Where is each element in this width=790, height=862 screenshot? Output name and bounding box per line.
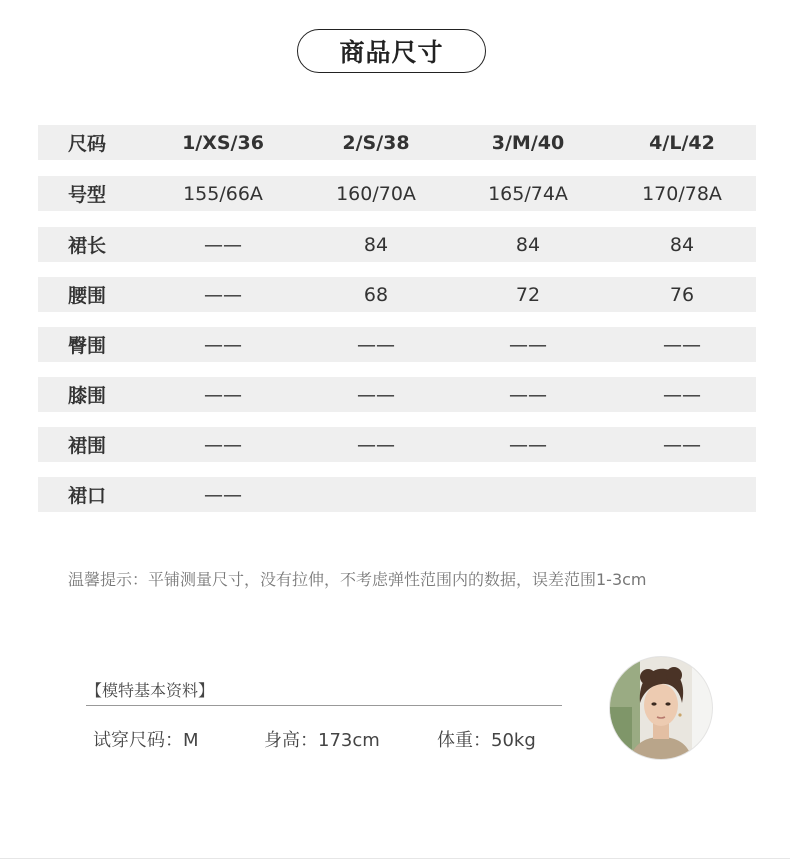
- table-cell: ——: [509, 333, 547, 356]
- table-cell: 72: [515, 283, 541, 306]
- row-label: 裙长: [68, 235, 107, 257]
- table-cell: [326, 477, 426, 512]
- table-row: [38, 227, 756, 262]
- table-cell: ——: [509, 383, 547, 406]
- table-row: [38, 176, 756, 211]
- model-info-heading: 【模特基本资料】: [86, 681, 215, 700]
- header-cell-size-3: 3/M/40: [491, 131, 565, 154]
- table-cell: 84: [669, 233, 695, 256]
- header-cell-size-2: 2/S/38: [342, 131, 410, 154]
- table-cell: ——: [509, 433, 547, 456]
- table-cell: ——: [204, 433, 242, 456]
- table-cell: ——: [357, 333, 395, 356]
- table-row: [38, 277, 756, 312]
- model-portrait-icon: [610, 657, 712, 759]
- table-cell: ——: [204, 233, 242, 256]
- header-cell-size: 尺码: [68, 133, 107, 155]
- table-row: [38, 477, 756, 512]
- table-cell: 84: [363, 233, 389, 256]
- table-cell: 84: [515, 233, 541, 256]
- table-cell: 170/78A: [642, 182, 722, 205]
- table-cell: ——: [204, 283, 242, 306]
- table-cell: 165/74A: [488, 182, 568, 205]
- bottom-divider: [0, 858, 790, 859]
- table-cell: ——: [663, 433, 701, 456]
- table-cell: 155/66A: [183, 182, 263, 205]
- row-label: 臀围: [68, 335, 107, 357]
- page-title: 商品尺寸: [297, 29, 486, 73]
- table-cell: ——: [204, 383, 242, 406]
- row-label: 裙口: [68, 485, 107, 507]
- table-row: [38, 377, 756, 412]
- table-cell: 68: [363, 283, 389, 306]
- row-label: 裙围: [68, 435, 107, 457]
- table-cell: 160/70A: [336, 182, 416, 205]
- table-cell: ——: [357, 433, 395, 456]
- header-cell-size-4: 4/L/42: [649, 131, 715, 154]
- table-cell: [478, 477, 578, 512]
- table-cell: ——: [663, 333, 701, 356]
- model-size: 试穿尺码：M: [93, 730, 199, 751]
- table-cell: ——: [204, 333, 242, 356]
- row-label: 膝围: [68, 385, 107, 407]
- table-row: [38, 427, 756, 462]
- header-cell-size-1: 1/XS/36: [182, 131, 264, 154]
- table-cell: 76: [669, 283, 695, 306]
- measurement-tip: 温馨提示：平铺测量尺寸，没有拉伸，不考虑弹性范围内的数据，误差范围1-3cm: [68, 570, 647, 589]
- row-label: 号型: [68, 184, 107, 206]
- table-cell: [632, 477, 732, 512]
- table-row: [38, 327, 756, 362]
- model-avatar: [610, 657, 712, 759]
- row-label: 腰围: [68, 285, 107, 307]
- table-cell: ——: [204, 483, 242, 506]
- model-height: 身高：173cm: [264, 730, 380, 751]
- model-info-divider: [86, 705, 562, 706]
- table-cell: ——: [357, 383, 395, 406]
- table-header-row: [38, 125, 756, 160]
- table-cell: ——: [663, 383, 701, 406]
- model-weight: 体重：50kg: [437, 730, 536, 751]
